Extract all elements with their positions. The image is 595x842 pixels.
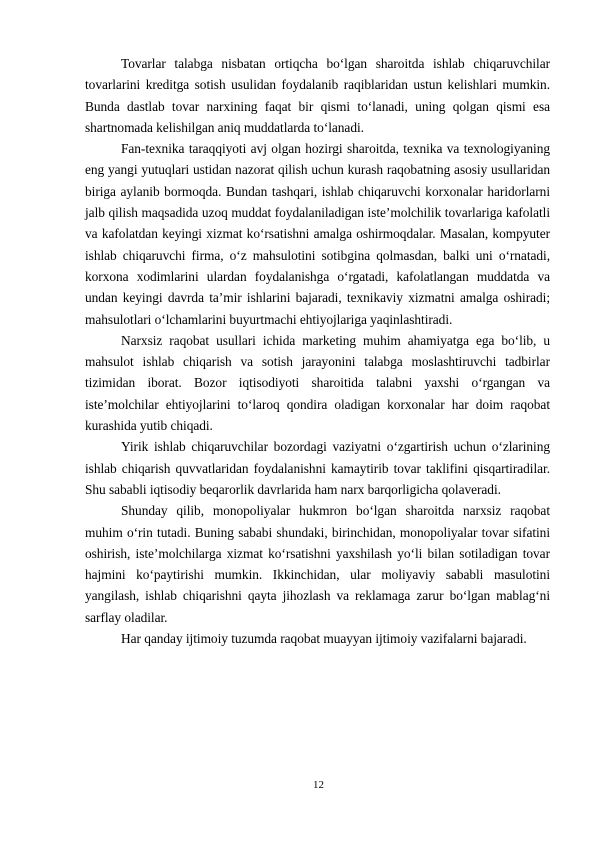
paragraph-marketing: Narxsiz raqobat usullari ichida marketing muhim ahamiyatga ega bo‘lib, u mahsulot ishlab chiqarish va sotish jarayonini talabga moslashtiruvchi tadbirlar tizimidan iborat. Bozor iqtisodiyoti sharoitida talabni yaxshi o‘rgangan va iste’molchilar ehtiyojlarini to‘laroq qondira oladigan korxonalar har doim raqobat kurashida yutib chiqadi. xyxy=(85,332,550,434)
page-number: 12 xyxy=(313,779,324,791)
paragraph-technology-competition: Fan-texnika taraqqiyoti avj olgan hozirgi sharoitda, texnika va texnologiyaning eng yangi yutuqlari ustidan nazorat qilish uchun kurash raqobatning asosiy usullaridan biriga aylanib bormoqda. Bundan tashqari, ishlab chiqaruvchi korxonalar haridorlarni jalb qilish maqsadida uzoq muddat foydalaniladigan iste’molchilik tovarlariga kafolatli va kafolatdan keyingi xizmat ko‘rsatishni amalga oshirmoqdalar. Masalan, kompyuter ishlab chiqaruvchi firma, o‘z mahsulotini sotibgina qolmasdan, balki uni o‘rnatadi, korxona xodimlarini ulardan foydalanishga o‘rgatadi, kafolatlangan muddatda va undan keyingi davrda ta’mir ishlarini bajaradi, texnikaviy xizmatni amalga oshiradi; mahsulotlari o‘lchamlarini buyurtmachi ehtiyojlariga yaqinlashtiradi. xyxy=(85,141,550,327)
paragraph-large-producers: Yirik ishlab chiqaruvchilar bozordagi vaziyatni o‘zgartirish uchun o‘zlarining ishlab chiqarish quvvatlaridan foydalanishni kamaytirib tovar taklifini qisqartiradilar. Shu sababli iqtisodiy beqarorlik davrlarida ham narx barqorligicha qolaveradi. xyxy=(85,439,550,497)
paragraph-monopolies: Shunday qilib, monopoliyalar hukmron bo‘lgan sharoitda narxsiz raqobat muhim o‘rin tutadi. Buning sababi shundaki, birinchidan, monopoliyalar tovar sifatini oshirish, iste’molchilarga xizmat ko‘rsatishni yaxshilash yo‘li bilan sotiladigan tovar hajmini ko‘paytirishi mumkin. Ikkinchidan, ular moliyaviy sababli masulotini yangilash, ishlab chiqarishni qayta jihozlash va reklamaga zarur bo‘lgan mablag‘ni sarflay oladilar. xyxy=(85,503,550,625)
paragraph-credit-sales: Tovarlar talabga nisbatan ortiqcha bo‘lgan sharoitda ishlab chiqaruvchilar tovarlarini kreditga sotish usulidan foydalanib raqiblaridan ustun kelishlari mumkin. Bunda dastlab tovar narxining faqat bir qismi to‘lanadi, uning qolgan qismi esa shartnomada kelishilgan aniq muddatlarda to‘lanadi. xyxy=(85,56,550,135)
document-page xyxy=(85,53,550,649)
paragraph-social-functions: Har qanday ijtimoiy tuzumda raqobat muayyan ijtimoiy vazifalarni bajaradi. xyxy=(121,631,527,647)
